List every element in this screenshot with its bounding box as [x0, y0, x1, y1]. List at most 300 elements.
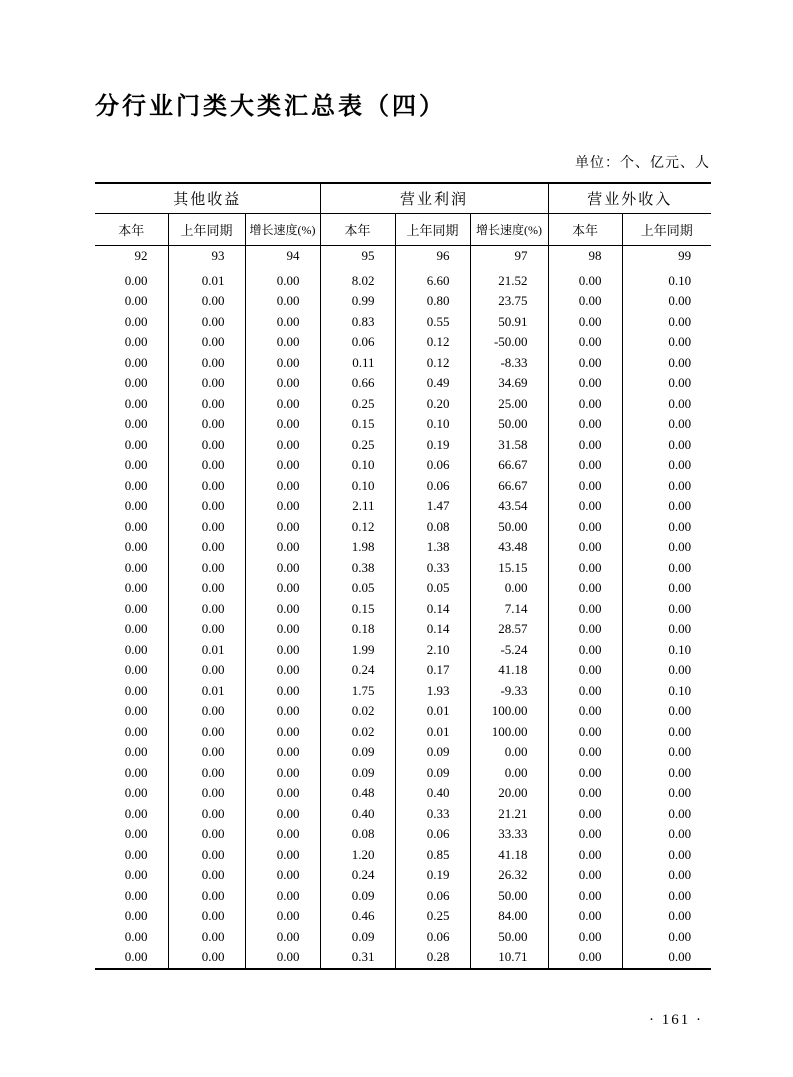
data-cell-col-95: 0.09: [320, 763, 395, 784]
data-cell-col-93: 0.00: [168, 599, 245, 620]
table-row: [95, 517, 711, 538]
data-cell-col-96: 0.40: [395, 783, 470, 804]
data-cell-col-98: 0.00: [548, 906, 622, 927]
data-cell-col-98: 0.00: [548, 271, 622, 292]
data-cell-col-99: 0.00: [622, 312, 711, 333]
data-cell-col-94: 0.00: [245, 455, 320, 476]
data-cell-col-94: 0.00: [245, 291, 320, 312]
data-cell-col-98: 0.00: [548, 886, 622, 907]
group-header-other-income: 其他收益: [95, 183, 320, 214]
data-cell-col-92: 0.00: [124, 867, 148, 883]
data-cell-col-99: 0.00: [622, 742, 711, 763]
table-row: [95, 537, 711, 558]
data-cell-col-97: 50.00: [470, 517, 548, 538]
data-cell-col-98: 0.00: [548, 455, 622, 476]
data-cell-col-93: 0.00: [168, 517, 245, 538]
data-cell-col-98: 0.00: [548, 763, 622, 784]
data-cell-col-94: 0.00: [245, 578, 320, 599]
data-cell-col-93: 0.01: [168, 640, 245, 661]
data-cell-col-95: 0.99: [320, 291, 395, 312]
column-header-95: 本年: [320, 214, 395, 246]
data-cell-col-98: 0.00: [548, 332, 622, 353]
data-cell-col-98: 0.00: [548, 845, 622, 866]
data-cell-col-97: 100.00: [470, 722, 548, 743]
data-cell-col-95: 0.02: [320, 722, 395, 743]
data-cell-col-94: 0.00: [245, 742, 320, 763]
table-row: [95, 947, 711, 969]
data-cell-col-94: 0.00: [245, 824, 320, 845]
data-cell-col-92: 0.00: [124, 805, 148, 821]
group-header-non-operating-income: 营业外收入: [548, 183, 711, 214]
data-cell-col-99: 0.00: [622, 455, 711, 476]
data-cell-col-93: 0.00: [168, 496, 245, 517]
data-cell-col-93: 0.00: [168, 927, 245, 948]
table-row: [95, 927, 711, 948]
data-cell-col-92: 0.00: [124, 559, 148, 575]
data-cell-col-99: 0.00: [622, 763, 711, 784]
data-cell-col-96: 0.33: [395, 804, 470, 825]
table-row: [95, 722, 711, 743]
data-cell-col-97: 33.33: [470, 824, 548, 845]
data-cell-col-94: 0.00: [245, 496, 320, 517]
table-row: [95, 353, 711, 374]
table-row: [95, 332, 711, 353]
column-header-98: 本年: [548, 214, 622, 246]
table-row: [95, 558, 711, 579]
column-code-97: 97: [470, 246, 548, 271]
data-cell-col-94: 0.00: [245, 660, 320, 681]
data-cell-col-98: 0.00: [548, 496, 622, 517]
column-header-93: 上年同期: [168, 214, 245, 246]
data-cell-col-95: 0.25: [320, 435, 395, 456]
data-cell-col-99: 0.00: [622, 578, 711, 599]
data-cell-col-93: 0.01: [168, 681, 245, 702]
data-cell-col-93: 0.00: [168, 865, 245, 886]
data-cell-col-96: 0.06: [395, 927, 470, 948]
data-cell-col-96: 0.49: [395, 373, 470, 394]
data-cell-col-94: 0.00: [245, 619, 320, 640]
data-cell-col-99: 0.00: [622, 394, 711, 415]
data-cell-col-92: 0.00: [124, 436, 148, 452]
data-cell-col-95: 0.83: [320, 312, 395, 333]
data-cell-col-98: 0.00: [548, 824, 622, 845]
data-cell-col-96: 0.85: [395, 845, 470, 866]
data-cell-col-94: 0.00: [245, 537, 320, 558]
data-cell-col-92: 0.00: [124, 682, 148, 698]
data-cell-col-92: 0.00: [124, 744, 148, 760]
data-cell-col-96: 0.06: [395, 455, 470, 476]
data-cell-col-92: 0.00: [124, 334, 148, 350]
data-cell-col-99: 0.10: [622, 681, 711, 702]
table-row: [95, 845, 711, 866]
data-cell-col-94: 0.00: [245, 271, 320, 292]
group-header-operating-profit: 营业利润: [320, 183, 548, 214]
column-code-94: 94: [245, 246, 320, 271]
data-cell-col-92: 0.00: [124, 908, 148, 924]
column-code-95: 95: [320, 246, 395, 271]
data-cell-col-98: 0.00: [548, 291, 622, 312]
data-cell-col-97: 28.57: [470, 619, 548, 640]
data-cell-col-98: 0.00: [548, 312, 622, 333]
data-cell-col-93: 0.00: [168, 886, 245, 907]
data-cell-col-95: 0.25: [320, 394, 395, 415]
data-cell-col-94: 0.00: [245, 681, 320, 702]
data-cell-col-97: 21.52: [470, 271, 548, 292]
data-cell-col-99: 0.00: [622, 947, 711, 969]
table-row: [95, 681, 711, 702]
data-cell-col-93: 0.00: [168, 845, 245, 866]
data-cell-col-95: 1.98: [320, 537, 395, 558]
data-cell-col-96: 0.09: [395, 763, 470, 784]
data-cell-col-99: 0.00: [622, 291, 711, 312]
table-row: [95, 496, 711, 517]
data-cell-col-99: 0.00: [622, 660, 711, 681]
data-cell-col-97: 43.54: [470, 496, 548, 517]
data-cell-col-95: 0.38: [320, 558, 395, 579]
table-row: [95, 804, 711, 825]
data-cell-col-94: 0.00: [245, 373, 320, 394]
data-cell-col-98: 0.00: [548, 701, 622, 722]
data-cell-col-92: 0.00: [124, 539, 148, 555]
data-cell-col-92: 0.00: [124, 785, 148, 801]
data-cell-col-93: 0.00: [168, 332, 245, 353]
data-cell-col-96: 0.33: [395, 558, 470, 579]
data-cell-col-98: 0.00: [548, 722, 622, 743]
data-cell-col-95: 1.20: [320, 845, 395, 866]
table-row: [95, 783, 711, 804]
data-cell-col-93: 0.00: [168, 906, 245, 927]
data-cell-col-93: 0.00: [168, 455, 245, 476]
data-cell-col-92: 0.00: [124, 703, 148, 719]
data-cell-col-97: 7.14: [470, 599, 548, 620]
data-cell-col-96: 0.14: [395, 619, 470, 640]
data-cell-col-95: 0.10: [320, 476, 395, 497]
page-number: · 161 ·: [649, 1012, 703, 1028]
data-cell-col-99: 0.00: [622, 332, 711, 353]
data-cell-col-98: 0.00: [548, 783, 622, 804]
table-row: [95, 394, 711, 415]
data-cell-col-96: 0.01: [395, 722, 470, 743]
data-cell-col-99: 0.10: [622, 271, 711, 292]
data-cell-col-93: 0.01: [168, 271, 245, 292]
data-cell-col-97: 0.00: [470, 578, 548, 599]
data-cell-col-98: 0.00: [548, 681, 622, 702]
data-cell-col-94: 0.00: [245, 845, 320, 866]
data-cell-col-96: 1.38: [395, 537, 470, 558]
data-cell-col-99: 0.00: [622, 517, 711, 538]
data-cell-col-96: 0.05: [395, 578, 470, 599]
data-cell-col-94: 0.00: [245, 394, 320, 415]
data-cell-col-99: 0.00: [622, 373, 711, 394]
data-cell-col-98: 0.00: [548, 578, 622, 599]
data-cell-col-95: 0.05: [320, 578, 395, 599]
data-cell-col-95: 0.48: [320, 783, 395, 804]
data-cell-col-92: 0.00: [124, 662, 148, 678]
data-cell-col-92: 0.00: [124, 600, 148, 616]
data-cell-col-94: 0.00: [245, 435, 320, 456]
column-header-97: 增长速度(%): [470, 214, 548, 246]
column-code-row: [95, 246, 711, 271]
table-row: [95, 640, 711, 661]
data-cell-col-95: 0.09: [320, 886, 395, 907]
data-cell-col-97: 20.00: [470, 783, 548, 804]
data-cell-col-97: 26.32: [470, 865, 548, 886]
data-cell-col-99: 0.00: [622, 906, 711, 927]
data-cell-col-98: 0.00: [548, 476, 622, 497]
data-cell-col-98: 0.00: [548, 865, 622, 886]
data-cell-col-98: 0.00: [548, 537, 622, 558]
data-cell-col-93: 0.00: [168, 394, 245, 415]
data-cell-col-94: 0.00: [245, 865, 320, 886]
data-cell-col-93: 0.00: [168, 537, 245, 558]
data-cell-col-96: 6.60: [395, 271, 470, 292]
data-cell-col-99: 0.00: [622, 599, 711, 620]
data-cell-col-94: 0.00: [245, 599, 320, 620]
data-cell-col-96: 0.09: [395, 742, 470, 763]
data-cell-col-92: 0.00: [124, 375, 148, 391]
data-cell-col-98: 0.00: [548, 660, 622, 681]
data-cell-col-92: 0.00: [124, 477, 148, 493]
data-cell-col-99: 0.00: [622, 353, 711, 374]
data-cell-col-95: 0.15: [320, 599, 395, 620]
table-row: [95, 435, 711, 456]
data-cell-col-92: 0.00: [124, 498, 148, 514]
table-row: [95, 701, 711, 722]
data-cell-col-97: 34.69: [470, 373, 548, 394]
data-cell-col-95: 0.40: [320, 804, 395, 825]
data-cell-col-96: 0.10: [395, 414, 470, 435]
data-cell-col-95: 0.10: [320, 455, 395, 476]
column-code-98: 98: [548, 246, 622, 271]
data-cell-col-95: 0.12: [320, 517, 395, 538]
table-row: [95, 373, 711, 394]
data-cell-col-93: 0.00: [168, 824, 245, 845]
data-cell-col-95: 0.02: [320, 701, 395, 722]
data-cell-col-93: 0.00: [168, 660, 245, 681]
table-row: [95, 865, 711, 886]
data-cell-col-99: 0.00: [622, 804, 711, 825]
data-cell-col-93: 0.00: [168, 619, 245, 640]
data-cell-col-97: 43.48: [470, 537, 548, 558]
data-cell-col-96: 0.19: [395, 865, 470, 886]
data-cell-col-92: 0.00: [124, 723, 148, 739]
data-cell-col-93: 0.00: [168, 312, 245, 333]
data-cell-col-99: 0.00: [622, 824, 711, 845]
data-cell-col-96: 0.06: [395, 824, 470, 845]
table-row: [95, 824, 711, 845]
data-cell-col-92: 0.00: [124, 826, 148, 842]
data-cell-col-93: 0.00: [168, 291, 245, 312]
data-cell-col-92: 0.00: [124, 293, 148, 309]
table-body: [95, 271, 711, 969]
table-row: [95, 291, 711, 312]
data-cell-col-97: 41.18: [470, 845, 548, 866]
data-cell-col-92: 0.00: [124, 580, 148, 596]
table-row: [95, 660, 711, 681]
summary-table: [95, 182, 711, 970]
data-cell-col-95: 1.75: [320, 681, 395, 702]
data-cell-col-96: 2.10: [395, 640, 470, 661]
column-header-99: 上年同期: [622, 214, 711, 246]
data-cell-col-98: 0.00: [548, 619, 622, 640]
data-cell-col-92: 0.00: [124, 457, 148, 473]
data-cell-col-93: 0.00: [168, 947, 245, 969]
data-cell-col-97: -50.00: [470, 332, 548, 353]
table-row: [95, 312, 711, 333]
data-cell-col-92: 0.00: [124, 641, 148, 657]
data-cell-col-95: 0.24: [320, 865, 395, 886]
data-cell-col-95: 0.06: [320, 332, 395, 353]
data-cell-col-92: 0.00: [124, 354, 148, 370]
data-cell-col-94: 0.00: [245, 701, 320, 722]
data-cell-col-96: 1.93: [395, 681, 470, 702]
column-header-92: 本年: [95, 214, 168, 246]
data-cell-col-95: 0.09: [320, 927, 395, 948]
data-cell-col-99: 0.00: [622, 927, 711, 948]
data-cell-col-95: 0.08: [320, 824, 395, 845]
table-row: [95, 886, 711, 907]
table-row: [95, 763, 711, 784]
table-row: [95, 414, 711, 435]
table-row: [95, 619, 711, 640]
data-cell-col-98: 0.00: [548, 394, 622, 415]
data-cell-col-99: 0.00: [622, 476, 711, 497]
data-cell-col-92: 0.00: [124, 949, 148, 965]
data-cell-col-99: 0.00: [622, 537, 711, 558]
data-cell-col-98: 0.00: [548, 373, 622, 394]
data-cell-col-97: 50.91: [470, 312, 548, 333]
data-cell-col-98: 0.00: [548, 927, 622, 948]
data-cell-col-92: 0.00: [124, 887, 148, 903]
data-cell-col-97: 21.21: [470, 804, 548, 825]
data-cell-col-94: 0.00: [245, 947, 320, 969]
data-cell-col-99: 0.00: [622, 701, 711, 722]
data-cell-col-96: 0.06: [395, 476, 470, 497]
data-cell-col-97: 66.67: [470, 476, 548, 497]
column-code-92: 92: [134, 248, 148, 264]
data-cell-col-99: 0.00: [622, 886, 711, 907]
data-cell-col-97: 66.67: [470, 455, 548, 476]
data-cell-col-96: 0.25: [395, 906, 470, 927]
data-cell-col-99: 0.00: [622, 865, 711, 886]
table-row: [95, 578, 711, 599]
data-cell-col-95: 0.18: [320, 619, 395, 640]
data-cell-col-99: 0.10: [622, 640, 711, 661]
data-cell-col-92: 0.00: [124, 928, 148, 944]
data-cell-col-95: 0.15: [320, 414, 395, 435]
data-cell-col-96: 0.17: [395, 660, 470, 681]
data-cell-col-95: 8.02: [320, 271, 395, 292]
data-cell-col-94: 0.00: [245, 353, 320, 374]
data-cell-col-96: 0.20: [395, 394, 470, 415]
table-row: [95, 599, 711, 620]
data-cell-col-97: 84.00: [470, 906, 548, 927]
data-cell-col-96: 0.28: [395, 947, 470, 969]
data-cell-col-99: 0.00: [622, 845, 711, 866]
data-cell-col-97: 50.00: [470, 886, 548, 907]
column-code-93: 93: [168, 246, 245, 271]
table-row: [95, 742, 711, 763]
data-cell-col-93: 0.00: [168, 701, 245, 722]
data-cell-col-93: 0.00: [168, 722, 245, 743]
data-cell-col-93: 0.00: [168, 558, 245, 579]
data-cell-col-98: 0.00: [548, 599, 622, 620]
data-cell-col-97: 23.75: [470, 291, 548, 312]
data-cell-col-98: 0.00: [548, 517, 622, 538]
data-cell-col-94: 0.00: [245, 804, 320, 825]
table-row: [95, 476, 711, 497]
data-cell-col-99: 0.00: [622, 619, 711, 640]
data-cell-col-98: 0.00: [548, 640, 622, 661]
data-cell-col-96: 0.01: [395, 701, 470, 722]
data-cell-col-92: 0.00: [124, 621, 148, 637]
data-cell-col-99: 0.00: [622, 783, 711, 804]
data-cell-col-94: 0.00: [245, 332, 320, 353]
unit-note: 单位：个、亿元、人: [575, 156, 710, 171]
data-cell-col-97: 0.00: [470, 763, 548, 784]
data-cell-col-96: 0.19: [395, 435, 470, 456]
data-cell-col-93: 0.00: [168, 763, 245, 784]
data-cell-col-99: 0.00: [622, 558, 711, 579]
data-cell-col-97: -9.33: [470, 681, 548, 702]
data-cell-col-99: 0.00: [622, 722, 711, 743]
data-cell-col-98: 0.00: [548, 804, 622, 825]
data-cell-col-92: 0.00: [124, 764, 148, 780]
data-cell-col-94: 0.00: [245, 517, 320, 538]
data-cell-col-95: 0.11: [320, 353, 395, 374]
data-cell-col-98: 0.00: [548, 947, 622, 969]
data-cell-col-94: 0.00: [245, 722, 320, 743]
data-cell-col-97: 50.00: [470, 927, 548, 948]
data-cell-col-95: 1.99: [320, 640, 395, 661]
data-cell-col-95: 0.24: [320, 660, 395, 681]
data-cell-col-94: 0.00: [245, 763, 320, 784]
data-cell-col-97: 25.00: [470, 394, 548, 415]
data-cell-col-92: 0.00: [124, 518, 148, 534]
data-cell-col-93: 0.00: [168, 353, 245, 374]
data-cell-col-92: 0.00: [124, 272, 148, 288]
group-header-row: [95, 183, 711, 214]
data-cell-col-93: 0.00: [168, 476, 245, 497]
data-cell-col-95: 0.66: [320, 373, 395, 394]
data-cell-col-97: -8.33: [470, 353, 548, 374]
data-cell-col-93: 0.00: [168, 373, 245, 394]
data-cell-col-96: 0.12: [395, 353, 470, 374]
data-cell-col-94: 0.00: [245, 640, 320, 661]
data-cell-col-92: 0.00: [124, 313, 148, 329]
data-cell-col-94: 0.00: [245, 414, 320, 435]
data-cell-col-96: 0.08: [395, 517, 470, 538]
data-cell-col-93: 0.00: [168, 804, 245, 825]
data-cell-col-98: 0.00: [548, 353, 622, 374]
data-cell-col-96: 0.06: [395, 886, 470, 907]
data-cell-col-98: 0.00: [548, 435, 622, 456]
column-header-96: 上年同期: [395, 214, 470, 246]
data-cell-col-92: 0.00: [124, 846, 148, 862]
table-row: [95, 906, 711, 927]
data-cell-col-92: 0.00: [124, 395, 148, 411]
data-cell-col-94: 0.00: [245, 886, 320, 907]
data-cell-col-99: 0.00: [622, 414, 711, 435]
data-cell-col-97: 100.00: [470, 701, 548, 722]
data-cell-col-96: 0.80: [395, 291, 470, 312]
data-cell-col-96: 1.47: [395, 496, 470, 517]
page-title: 分行业门类大类汇总表（四）: [95, 94, 446, 120]
data-cell-col-97: 31.58: [470, 435, 548, 456]
data-cell-col-94: 0.00: [245, 476, 320, 497]
data-cell-col-97: 0.00: [470, 742, 548, 763]
data-cell-col-95: 2.11: [320, 496, 395, 517]
